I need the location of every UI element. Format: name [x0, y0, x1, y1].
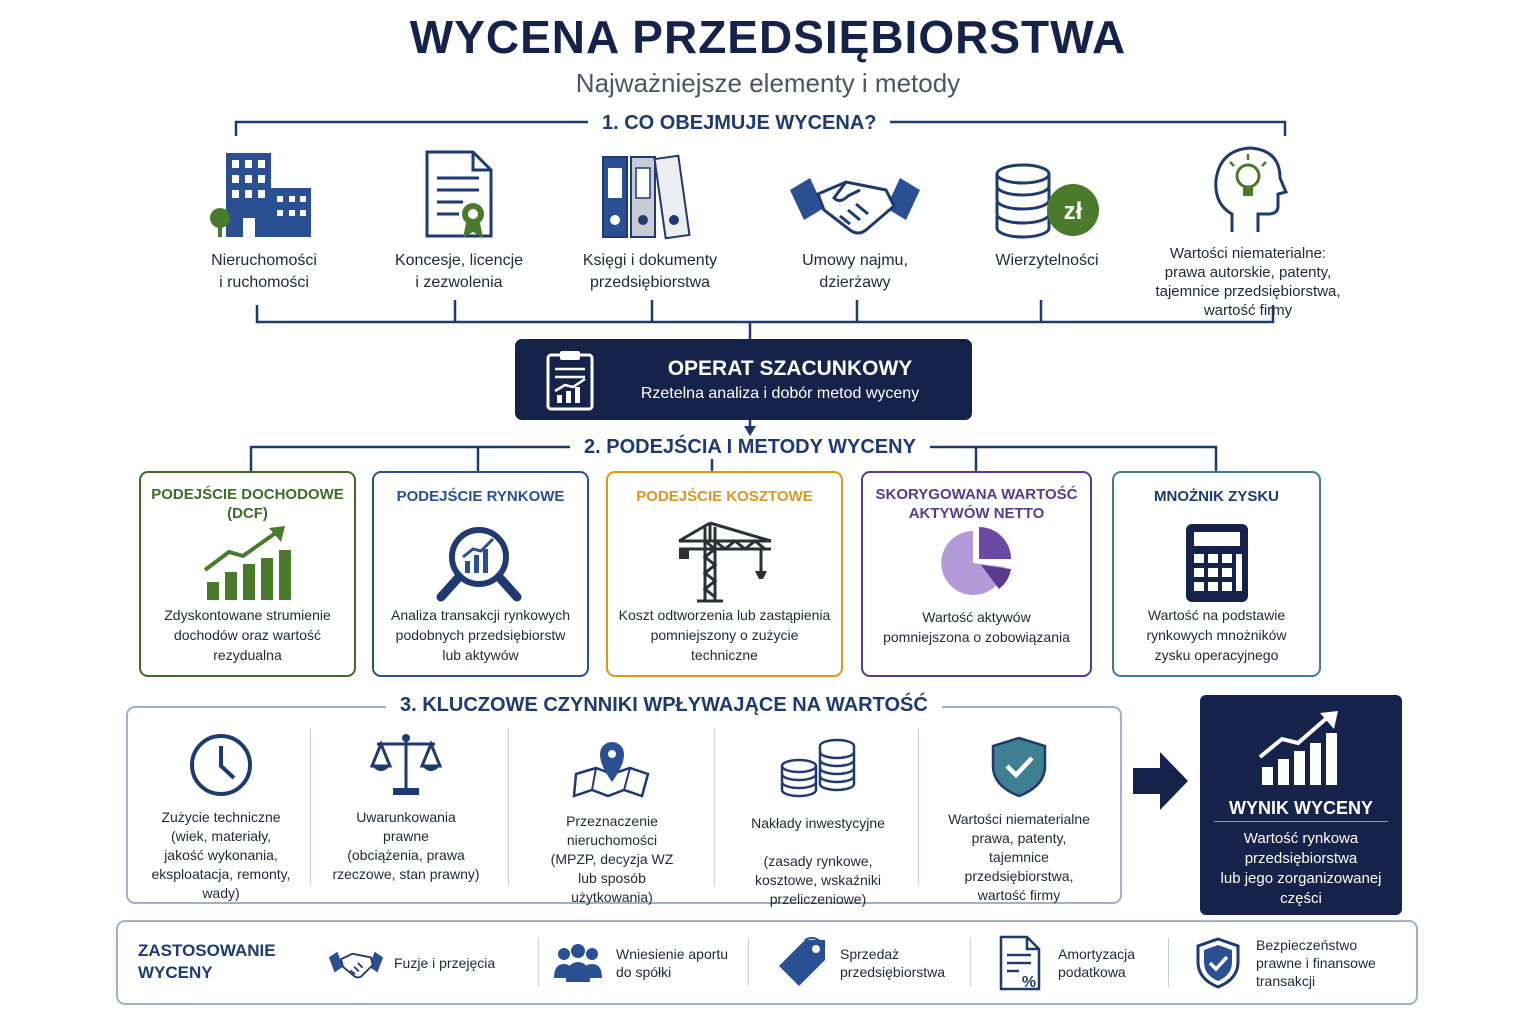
clipboard-chart-icon: [545, 349, 595, 411]
method-card-description: Zdyskontowane strumienie dochodów oraz wartość rezydualna: [164, 607, 331, 663]
factor-legal: [320, 728, 492, 884]
shield-check-icon: [1190, 937, 1246, 989]
page-subtitle: Najważniejsze elementy i metody: [575, 68, 961, 98]
coin-stacks-icon: [724, 728, 912, 798]
scope-item-leases: [755, 140, 955, 294]
factor-label: Nakłady inwestycyjne (zasady rynkowe, kosztowe, wskaźniki przeliczeniowe): [751, 815, 885, 907]
scope-item-label: Wierzytelności: [995, 252, 1099, 269]
result-description: Wartość rynkowa przedsiębiorstwa lub jego zorganizowanej części: [1220, 830, 1382, 907]
application-security: [1190, 922, 1376, 1003]
growth-chart-icon: [141, 519, 354, 607]
divider: [508, 728, 509, 886]
factor-technical-wear: [136, 728, 306, 903]
application-label: Amortyzacja podatkowa: [1058, 945, 1136, 980]
factors-panel: [126, 706, 1122, 907]
application-label: Bezpieczeństwo prawne i finansowe transakcji: [1256, 936, 1376, 989]
applications-panel: [116, 920, 1418, 1005]
shield-check-icon: [928, 728, 1110, 798]
application-contribution: [550, 922, 728, 1003]
map-pin-icon: [522, 728, 702, 798]
method-card-description: Wartość na podstawie rynkowych mnożników zysku operacyjnego: [1146, 607, 1287, 663]
section2-heading: 2. PODEJŚCIA I METODY WYCENY: [570, 436, 930, 459]
coins-icon: [947, 140, 1147, 240]
method-card-title: MNOŻNIK ZYSKU: [1154, 488, 1279, 505]
scope-item-label: Koncesje, licencje i zezwolenia: [394, 252, 524, 291]
factor-zoning: [522, 728, 702, 907]
method-card-net-assets: [861, 471, 1092, 677]
handshake-icon: [755, 140, 955, 240]
certificate-document-icon: [359, 140, 559, 240]
calculator-icon: [1114, 519, 1319, 607]
handshake-icon: [328, 943, 384, 983]
divider: [970, 938, 971, 987]
application-amortization: [992, 922, 1135, 1003]
method-card-title: PODEJŚCIE RYNKOWE: [396, 488, 565, 505]
factor-investment: [724, 728, 912, 909]
scope-item-label: Księgi i dokumenty przedsiębiorstwa: [582, 252, 718, 291]
applications-title: ZASTOSOWANIE WYCENY: [138, 941, 276, 982]
divider: [918, 728, 919, 886]
pie-chart-icon: [863, 519, 1090, 607]
scope-item-label: Nieruchomości i ruchomości: [211, 252, 317, 291]
application-label: Fuzje i przejęcia: [394, 954, 496, 971]
method-card-title: SKORYGOWANA WARTOŚĆ AKTYWÓW NETTO: [875, 486, 1078, 522]
buildings-icon: [164, 140, 364, 240]
scope-item-label: Umowy najmu, dzierżawy: [802, 252, 908, 291]
scope-item-books: [550, 140, 750, 294]
svg-text:%: %: [1021, 973, 1037, 991]
section3-heading: 3. KLUCZOWE CZYNNIKI WPŁYWAJĄCE NA WARTOŚĆ: [386, 694, 942, 717]
application-label: Sprzedaż przedsiębiorstwa: [840, 945, 946, 980]
application-sale: [774, 922, 945, 1003]
factor-label: Wartości niematerialne prawa, patenty, tajemnice przedsiębiorstwa, wartość firmy: [948, 811, 1090, 903]
factor-intangibles: [928, 728, 1110, 905]
scope-item-receivables: [947, 140, 1147, 272]
application-label: Wniesienie aportu do spółki: [616, 945, 729, 980]
factor-label: Zużycie techniczne (wiek, materiały, jakość wykonania, eksploatacja, remonty, wady): [151, 809, 291, 901]
operat-title: OPERAT SZACUNKOWY: [667, 357, 913, 380]
factor-label: Uwarunkowania prawne (obciążenia, prawa rzeczowe, stan prawny): [332, 809, 480, 882]
scales-icon: [320, 728, 492, 798]
divider: [714, 728, 715, 886]
method-card-cost: [606, 471, 843, 677]
factor-label: Przeznaczenie nieruchomości (MPZP, decyzja WZ lub sposób użytkowania): [550, 813, 674, 905]
clock-icon: [136, 728, 306, 798]
divider: [748, 938, 749, 987]
result-title: WYNIK WYCENY: [1229, 798, 1373, 818]
price-tag-icon: [774, 936, 830, 990]
currency-badge: zł: [1063, 198, 1083, 225]
divider: [1214, 821, 1388, 822]
operat-subtitle: Rzetelna analiza i dobór metod wyceny: [640, 385, 920, 402]
scope-item-real-estate: [164, 140, 364, 294]
application-mergers: [328, 922, 495, 1003]
magnifier-chart-icon: [374, 519, 587, 607]
binders-icon: [550, 140, 750, 240]
method-card-title: PODEJŚCIE KOSZTOWE: [636, 488, 813, 505]
divider: [538, 938, 539, 987]
method-card-description: Analiza transakcji rynkowych podobnych przedsiębiorstw lub aktywów: [391, 607, 570, 663]
head-lightbulb-icon: [1133, 140, 1363, 234]
scope-item-intangibles: [1133, 140, 1363, 320]
people-group-icon: [550, 942, 606, 984]
operat-box: [515, 339, 972, 420]
method-card-profit-multiplier: [1112, 471, 1321, 677]
divider: [1168, 938, 1169, 987]
method-card-market: [372, 471, 589, 677]
method-card-title: PODEJŚCIE DOCHODOWE (DCF): [151, 486, 344, 522]
page-title: WYCENA PRZEDSIĘBIORSTWA: [409, 11, 1127, 63]
method-card-income: [139, 471, 356, 677]
section1-heading: 1. CO OBEJMUJE WYCENA?: [588, 112, 890, 135]
scope-item-licenses: [359, 140, 559, 294]
divider: [310, 728, 311, 886]
result-box: [1200, 695, 1402, 915]
method-card-description: Wartość aktywów pomniejszona o zobowiązania: [883, 609, 1070, 645]
rising-chart-icon: [1258, 709, 1344, 789]
tax-document-icon: [992, 935, 1048, 991]
crane-icon: [608, 519, 841, 607]
method-card-description: Koszt odtworzenia lub zastąpienia pomniejszony o zużycie techniczne: [618, 607, 831, 663]
scope-item-label: Wartości niematerialne: prawa autorskie, patenty, tajemnice przedsiębiorstwa, wartość firmy: [1155, 245, 1341, 319]
